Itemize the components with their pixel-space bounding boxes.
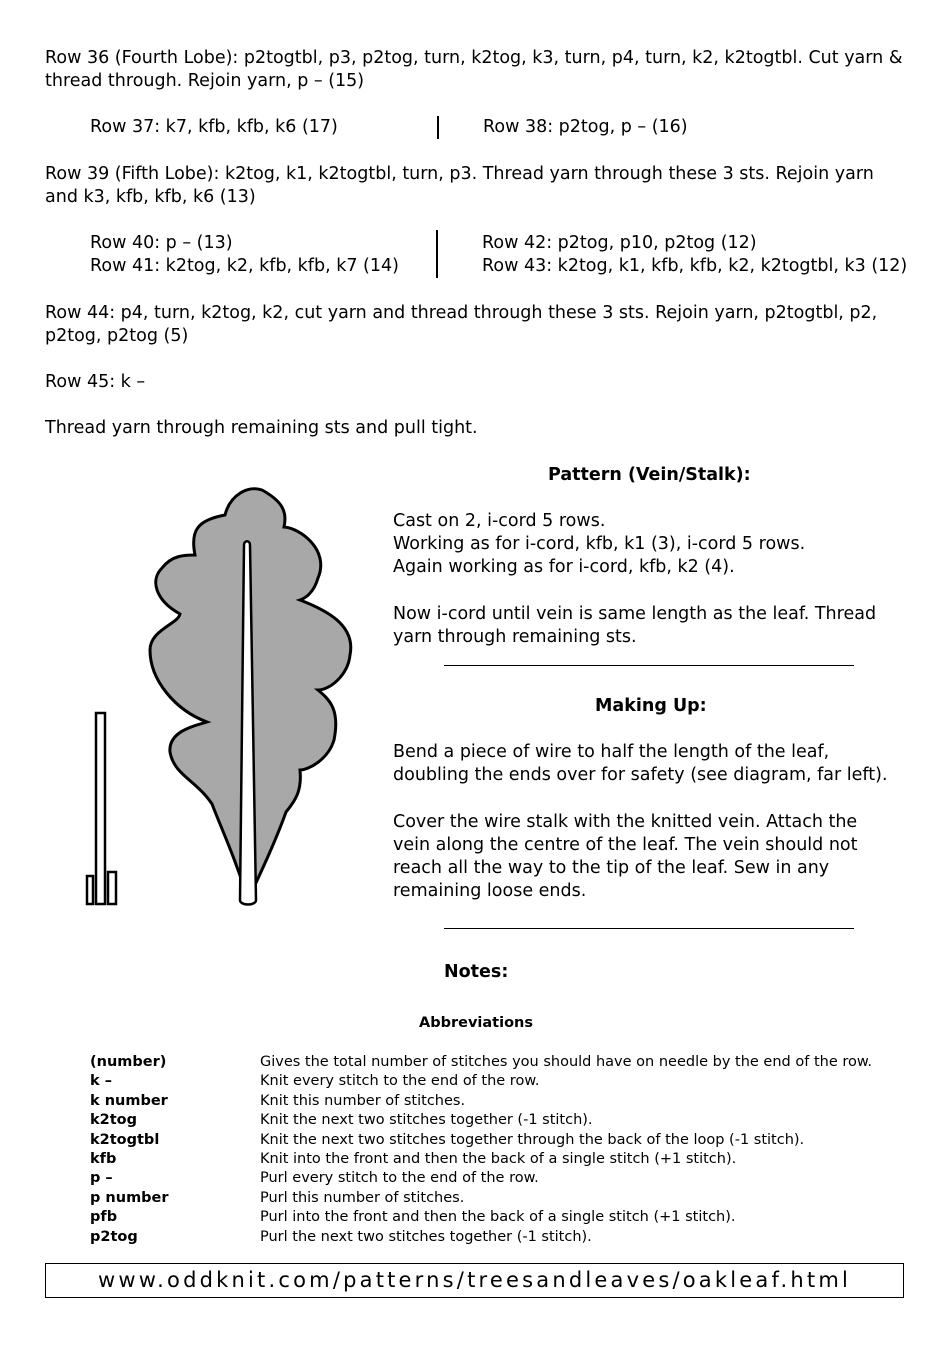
abbreviation-definition: Knit the next two stitches together through the back of the loop (-1 stitch). (260, 1131, 805, 1148)
abbreviation-row (90, 1092, 872, 1111)
abbreviations-table (90, 1053, 872, 1247)
abbreviation-definition: Knit into the front and then the back of a single stitch (+1 stitch). (260, 1151, 737, 1168)
abbreviation-row (90, 1053, 872, 1072)
leaf-diagram (70, 480, 370, 920)
row-37-text: Row 37: k7, kfb, kfb, k6 (17) (90, 117, 338, 137)
abbreviation-definition: Gives the total number of stitches you should have on needle by the end of the row. (260, 1054, 873, 1070)
making-up-heading: Making Up: (595, 696, 707, 716)
row-40-text: Row 40: p – (13) (90, 233, 233, 253)
abbreviation-row (90, 1111, 872, 1130)
abbreviation-term: pfb (90, 1209, 118, 1226)
vein-line-2: Working as for i-cord, kfb, k1 (3), i-cord 5 rows. (393, 534, 806, 554)
row-43-text: Row 43: k2tog, k1, kfb, kfb, k2, k2togtbl, k3 (12) (482, 256, 908, 276)
making-up-paragraph-1: Bend a piece of wire to half the length of the leaf, doubling the ends over for safety (see diagram, far left). (393, 742, 888, 785)
abbreviation-definition: Purl the next two stitches together (-1 stitch). (260, 1228, 592, 1245)
abbreviation-definition: Purl into the front and then the back of a single stitch (+1 stitch). (260, 1209, 736, 1226)
row-36-text: Row 36 (Fourth Lobe): p2togtbl, p3, p2tog, turn, k2tog, k3, turn, p4, turn, k2, k2togtbl. Cut yarn & thread through. Rejoin yarn, p – (15) (45, 48, 903, 91)
column-divider (437, 116, 439, 139)
footer-url-box (45, 1263, 904, 1298)
abbreviation-definition: Knit this number of stitches. (260, 1092, 466, 1109)
vein-pattern-heading: Pattern (Vein/Stalk): (548, 465, 751, 485)
row-39-text: Row 39 (Fifth Lobe): k2tog, k1, k2togtbl, turn, p3. Thread yarn through these 3 sts. Rejoin yarn and k3, kfb, kfb, k6 (13) (45, 164, 874, 207)
wire-stalk-illustration (87, 713, 116, 904)
abbreviations-heading: Abbreviations (419, 1015, 533, 1031)
abbreviation-term: k number (90, 1092, 168, 1109)
abbreviation-term: k2tog (90, 1112, 138, 1129)
column-divider (436, 230, 438, 278)
abbreviation-term: p2tog (90, 1228, 138, 1245)
abbreviation-row (90, 1150, 872, 1169)
row-44-text: Row 44: p4, turn, k2tog, k2, cut yarn and thread through these 3 sts. Rejoin yarn, p2togtbl, p2, p2tog, p2tog (5) (45, 303, 878, 346)
section-divider (444, 928, 854, 929)
vein-paragraph-2: Now i-cord until vein is same length as the leaf. Thread yarn through remaining sts. (393, 604, 877, 647)
abbreviation-row (90, 1208, 872, 1227)
vein-line-3: Again working as for i-cord, kfb, k2 (4). (393, 557, 735, 577)
row-45-text: Row 45: k – (45, 372, 146, 392)
notes-heading: Notes: (444, 962, 509, 982)
abbreviation-term: k2togtbl (90, 1131, 160, 1148)
section-divider (444, 665, 854, 666)
abbreviation-definition: Purl every stitch to the end of the row. (260, 1170, 539, 1187)
abbreviation-term: (number) (90, 1054, 167, 1070)
abbreviation-row (90, 1228, 872, 1247)
abbreviation-term: p – (90, 1170, 113, 1187)
row-38-text: Row 38: p2tog, p – (16) (483, 117, 688, 137)
finishing-instruction: Thread yarn through remaining sts and pull tight. (45, 418, 478, 438)
abbreviation-row (90, 1189, 872, 1208)
abbreviation-row (90, 1072, 872, 1091)
abbreviation-definition: Knit the next two stitches together (-1 stitch). (260, 1112, 593, 1129)
abbreviation-term: kfb (90, 1151, 117, 1168)
vein-line-1: Cast on 2, i-cord 5 rows. (393, 511, 606, 531)
abbreviation-definition: Purl this number of stitches. (260, 1189, 465, 1206)
abbreviation-term: k – (90, 1073, 112, 1090)
abbreviation-row (90, 1131, 872, 1150)
footer-url-link[interactable]: www.oddknit.com/patterns/treesandleaves/oakleaf.html (97, 1268, 852, 1292)
abbreviation-definition: Knit every stitch to the end of the row. (260, 1073, 540, 1090)
row-42-text: Row 42: p2tog, p10, p2tog (12) (482, 233, 757, 253)
row-41-text: Row 41: k2tog, k2, kfb, kfb, k7 (14) (90, 256, 399, 276)
abbreviation-term: p number (90, 1189, 169, 1206)
abbreviation-row (90, 1169, 872, 1188)
making-up-paragraph-2: Cover the wire stalk with the knitted vein. Attach the vein along the centre of the leaf. The vein should not reach all the way to the tip of the leaf. Sew in any remaining loose ends. (393, 812, 858, 901)
